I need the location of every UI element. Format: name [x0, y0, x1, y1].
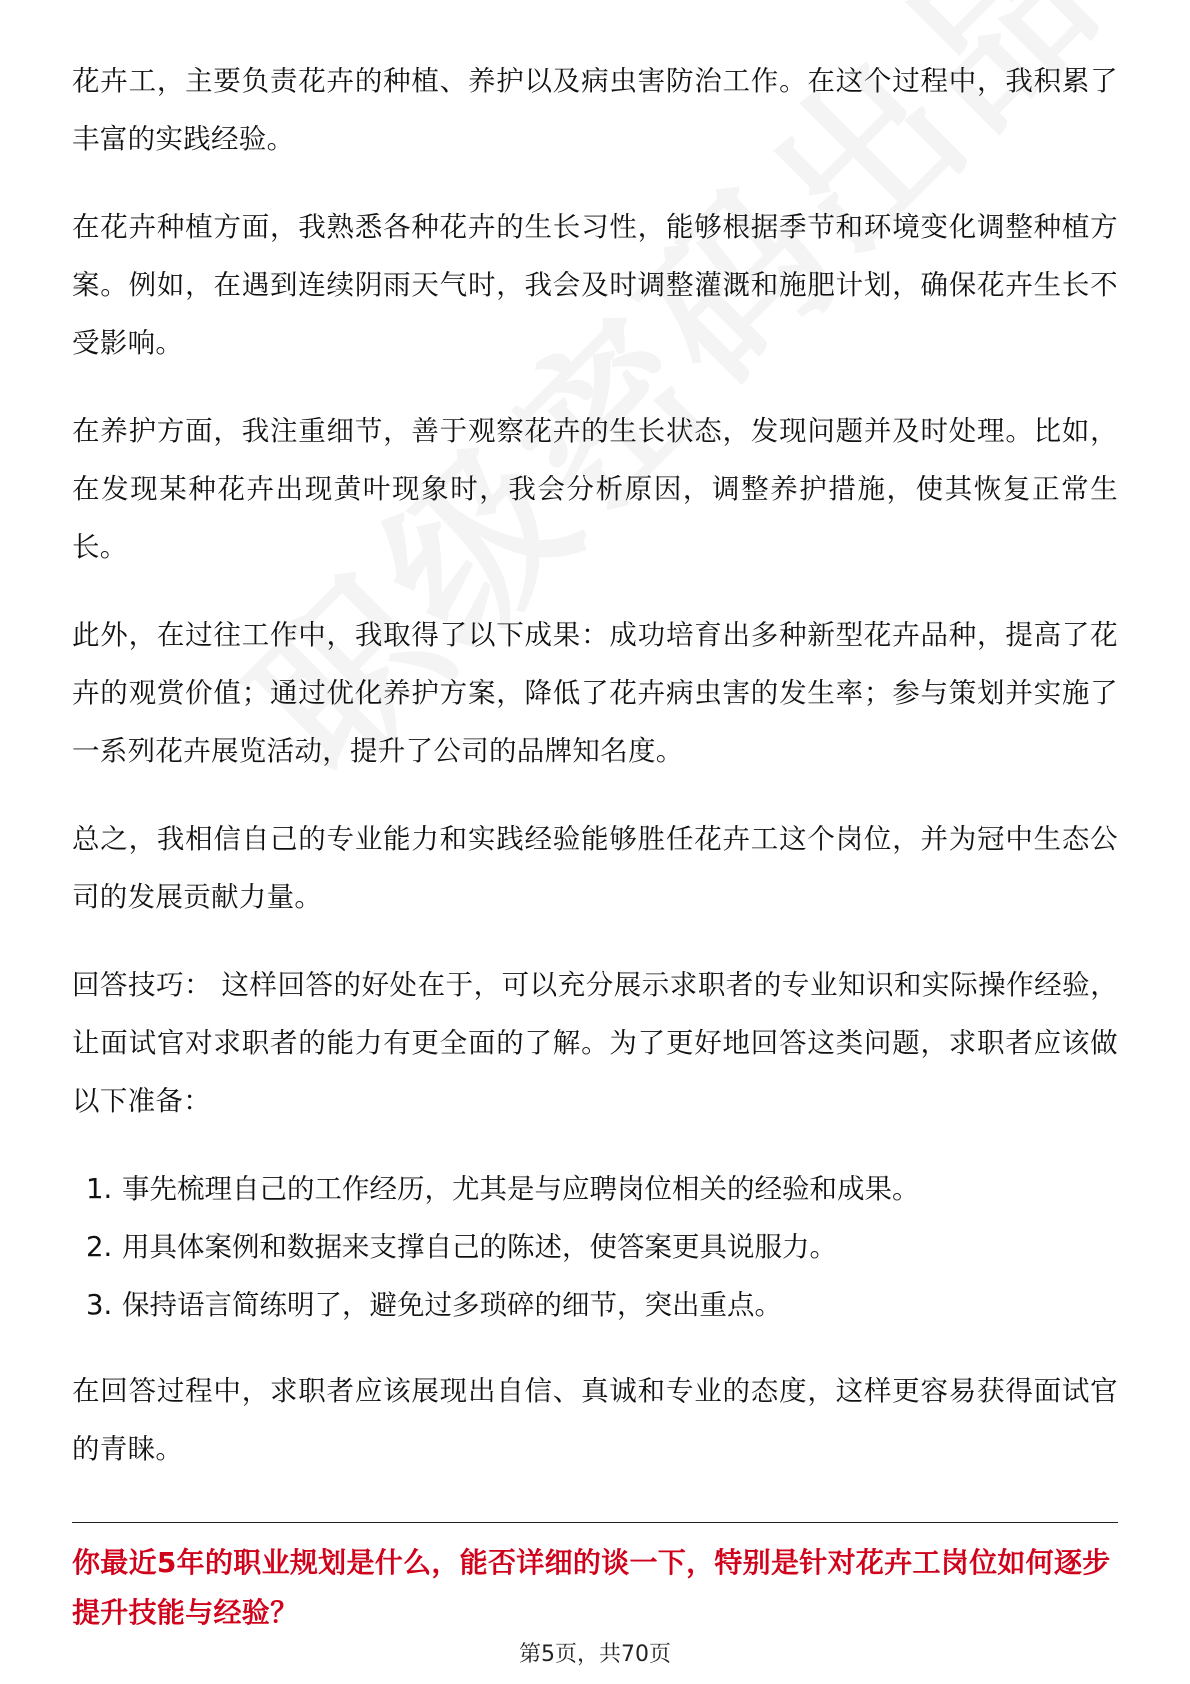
list-item-text: 用具体案例和数据来支撑自己的陈述，使答案更具说服力。 — [122, 1231, 837, 1263]
list-item — [72, 1276, 1118, 1334]
list-item-text: 保持语言简练明了，避免过多琐碎的细节，突出重点。 — [122, 1289, 782, 1321]
list-item-number: 3. — [86, 1289, 113, 1321]
document-body — [72, 52, 1118, 1508]
page-number: 第5页，共70页 — [519, 1642, 671, 1667]
list-item-text: 事先梳理自己的工作经历，尤其是与应聘岗位相关的经验和成果。 — [122, 1173, 920, 1205]
paragraph-answer-tips: 回答技巧： 这样回答的好处在于，可以充分展示求职者的专业知识和实际操作经验，让面试官对求职者的能力有更全面的了解。为了更好地回答这类问题，求职者应该做以下准备： — [72, 969, 1118, 1117]
section-divider — [72, 1522, 1118, 1523]
list-item-number: 2. — [86, 1231, 113, 1263]
list-item — [72, 1160, 1118, 1218]
paragraph-closing: 在回答过程中，求职者应该展现出自信、真诚和专业的态度，这样更容易获得面试官的青睐。 — [72, 1375, 1118, 1465]
next-question-heading: 你最近5年的职业规划是什么，能否详细的谈一下，特别是针对花卉工岗位如何逐步提升技能与经验？ — [72, 1546, 1111, 1629]
paragraph-maintenance: 在养护方面，我注重细节，善于观察花卉的生长状态，发现问题并及时处理。比如，在发现某种花卉出现黄叶现象时，我会分析原因，调整养护措施，使其恢复正常生长。 — [72, 415, 1118, 563]
paragraph-intro: 花卉工，主要负责花卉的种植、养护以及病虫害防治工作。在这个过程中，我积累了丰富的实践经验。 — [72, 65, 1118, 155]
tips-list — [72, 1160, 1118, 1334]
paragraph-conclusion: 总之，我相信自己的专业能力和实践经验能够胜任花卉工这个岗位，并为冠中生态公司的发展贡献力量。 — [72, 823, 1118, 913]
list-item — [72, 1218, 1118, 1276]
list-item-number: 1. — [86, 1173, 113, 1205]
paragraph-achievements: 此外，在过往工作中，我取得了以下成果：成功培育出多种新型花卉品种，提高了花卉的观赏价值；通过优化养护方案，降低了花卉病虫害的发生率；参与策划并实施了一系列花卉展览活动，提升了公司的品牌知名度。 — [72, 619, 1118, 767]
paragraph-planting: 在花卉种植方面，我熟悉各种花卉的生长习性，能够根据季节和环境变化调整种植方案。例如，在遇到连续阴雨天气时，我会及时调整灌溉和施肥计划，确保花卉生长不受影响。 — [72, 211, 1118, 359]
